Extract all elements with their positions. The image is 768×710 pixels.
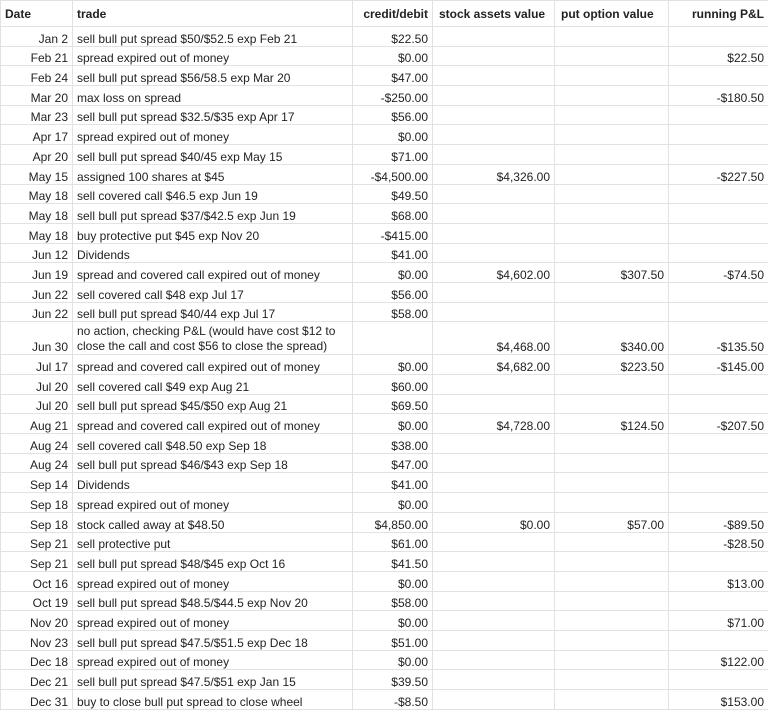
stock-assets-value-cell[interactable] <box>433 493 555 513</box>
credit-debit-cell[interactable]: $51.00 <box>353 630 433 650</box>
running-pnl-cell[interactable]: -$89.50 <box>669 512 768 532</box>
running-pnl-cell[interactable] <box>669 105 768 125</box>
trade-cell[interactable]: sell bull put spread $46/$43 exp Sep 18 <box>73 453 353 473</box>
running-pnl-cell[interactable]: -$74.50 <box>669 263 768 283</box>
put-option-value-cell[interactable]: $340.00 <box>555 322 669 355</box>
date-cell[interactable]: Jun 12 <box>1 243 73 263</box>
date-cell[interactable]: Feb 21 <box>1 46 73 66</box>
trade-cell[interactable]: sell bull put spread $47.5/$51.5 exp Dec 18 <box>73 630 353 650</box>
table-row <box>1 630 768 650</box>
running-pnl-cell[interactable] <box>669 145 768 165</box>
table-row <box>1 223 768 243</box>
trade-cell[interactable]: sell bull put spread $37/$42.5 exp Jun 19 <box>73 204 353 224</box>
put-option-value-cell[interactable] <box>555 375 669 395</box>
date-cell[interactable]: Jun 19 <box>1 263 73 283</box>
date-cell[interactable]: Nov 23 <box>1 630 73 650</box>
stock-assets-value-cell[interactable] <box>433 27 555 47</box>
table-row <box>1 27 768 47</box>
table-row <box>1 591 768 611</box>
stock-assets-value-cell[interactable]: $4,326.00 <box>433 164 555 184</box>
table-row <box>1 453 768 473</box>
credit-debit-cell[interactable]: $41.00 <box>353 473 433 493</box>
put-option-value-cell[interactable] <box>555 184 669 204</box>
running-pnl-cell[interactable] <box>669 282 768 302</box>
running-pnl-cell[interactable]: -$180.50 <box>669 86 768 106</box>
stock-assets-value-cell[interactable] <box>433 223 555 243</box>
stock-assets-value-cell[interactable] <box>433 243 555 263</box>
running-pnl-cell[interactable] <box>669 493 768 513</box>
running-pnl-cell[interactable]: $13.00 <box>669 571 768 591</box>
date-cell[interactable]: Sep 21 <box>1 552 73 572</box>
put-option-value-cell[interactable] <box>555 66 669 86</box>
credit-debit-cell[interactable]: $58.00 <box>353 302 433 322</box>
credit-debit-cell[interactable]: $60.00 <box>353 375 433 395</box>
table-row <box>1 66 768 86</box>
put-option-value-cell[interactable]: $57.00 <box>555 512 669 532</box>
trade-cell[interactable]: Dividends <box>73 243 353 263</box>
date-cell[interactable]: Dec 31 <box>1 690 73 710</box>
trade-cell[interactable]: sell covered call $48 exp Jul 17 <box>73 282 353 302</box>
credit-debit-cell[interactable]: $71.00 <box>353 145 433 165</box>
credit-debit-cell[interactable]: -$4,500.00 <box>353 164 433 184</box>
credit-debit-cell[interactable]: $61.00 <box>353 532 433 552</box>
put-option-value-cell[interactable] <box>555 46 669 66</box>
stock-assets-value-cell[interactable] <box>433 591 555 611</box>
put-option-value-cell[interactable] <box>555 591 669 611</box>
running-pnl-cell[interactable]: -$28.50 <box>669 532 768 552</box>
stock-assets-value-cell[interactable] <box>433 611 555 631</box>
stock-assets-value-cell[interactable] <box>433 650 555 670</box>
running-pnl-cell[interactable] <box>669 394 768 414</box>
put-option-value-cell[interactable] <box>555 145 669 165</box>
date-cell[interactable]: Jun 22 <box>1 302 73 322</box>
trade-cell[interactable]: sell bull put spread $32.5/$35 exp Apr 17 <box>73 105 353 125</box>
header-date[interactable]: Date <box>1 1 73 27</box>
put-option-value-cell[interactable] <box>555 204 669 224</box>
credit-debit-cell[interactable]: -$8.50 <box>353 690 433 710</box>
stock-assets-value-cell[interactable] <box>433 690 555 710</box>
running-pnl-cell[interactable] <box>669 473 768 493</box>
running-pnl-cell[interactable]: -$135.50 <box>669 322 768 355</box>
trade-cell[interactable]: sell bull put spread $48/$45 exp Oct 16 <box>73 552 353 572</box>
trade-cell[interactable]: no action, checking P&L (would have cost $12 to close the call and cost $56 to close the spread) <box>73 322 353 355</box>
stock-assets-value-cell[interactable] <box>433 145 555 165</box>
put-option-value-cell[interactable] <box>555 552 669 572</box>
trade-cell[interactable]: buy protective put $45 exp Nov 20 <box>73 223 353 243</box>
credit-debit-cell[interactable]: -$250.00 <box>353 86 433 106</box>
stock-assets-value-cell[interactable] <box>433 670 555 690</box>
credit-debit-cell[interactable]: -$415.00 <box>353 223 433 243</box>
credit-debit-cell[interactable]: $22.50 <box>353 27 433 47</box>
stock-assets-value-cell[interactable] <box>433 204 555 224</box>
date-cell[interactable]: Mar 23 <box>1 105 73 125</box>
table-row <box>1 355 768 375</box>
stock-assets-value-cell[interactable] <box>433 434 555 454</box>
date-cell[interactable]: Aug 21 <box>1 414 73 434</box>
running-pnl-cell[interactable] <box>669 302 768 322</box>
put-option-value-cell[interactable]: $307.50 <box>555 263 669 283</box>
running-pnl-cell[interactable] <box>669 204 768 224</box>
put-option-value-cell[interactable] <box>555 125 669 145</box>
date-cell[interactable]: Jul 20 <box>1 375 73 395</box>
put-option-value-cell[interactable] <box>555 394 669 414</box>
trade-cell[interactable]: spread and covered call expired out of money <box>73 263 353 283</box>
running-pnl-cell[interactable]: $122.00 <box>669 650 768 670</box>
table-row <box>1 493 768 513</box>
put-option-value-cell[interactable] <box>555 453 669 473</box>
credit-debit-cell[interactable]: $0.00 <box>353 571 433 591</box>
credit-debit-cell[interactable]: $0.00 <box>353 493 433 513</box>
date-cell[interactable]: Jan 2 <box>1 27 73 47</box>
table-row <box>1 86 768 106</box>
table-row <box>1 375 768 395</box>
table-row <box>1 125 768 145</box>
credit-debit-cell[interactable]: $0.00 <box>353 263 433 283</box>
trade-cell[interactable]: buy to close bull put spread to close wheel <box>73 690 353 710</box>
credit-debit-cell[interactable]: $56.00 <box>353 282 433 302</box>
credit-debit-cell[interactable] <box>353 322 433 355</box>
table-row <box>1 302 768 322</box>
put-option-value-cell[interactable] <box>555 434 669 454</box>
date-cell[interactable]: Jul 20 <box>1 394 73 414</box>
running-pnl-cell[interactable] <box>669 670 768 690</box>
stock-assets-value-cell[interactable]: $0.00 <box>433 512 555 532</box>
put-option-value-cell[interactable] <box>555 282 669 302</box>
date-cell[interactable]: May 18 <box>1 184 73 204</box>
trade-cell[interactable]: max loss on spread <box>73 86 353 106</box>
table-row <box>1 394 768 414</box>
trade-cell[interactable]: spread and covered call expired out of money <box>73 355 353 375</box>
date-cell[interactable]: Dec 18 <box>1 650 73 670</box>
stock-assets-value-cell[interactable]: $4,682.00 <box>433 355 555 375</box>
credit-debit-cell[interactable]: $41.00 <box>353 243 433 263</box>
put-option-value-cell[interactable] <box>555 690 669 710</box>
put-option-value-cell[interactable] <box>555 571 669 591</box>
header-row <box>1 1 768 27</box>
put-option-value-cell[interactable] <box>555 302 669 322</box>
trade-cell[interactable]: sell bull put spread $48.5/$44.5 exp Nov 20 <box>73 591 353 611</box>
running-pnl-cell[interactable] <box>669 552 768 572</box>
stock-assets-value-cell[interactable] <box>433 66 555 86</box>
credit-debit-cell[interactable]: $56.00 <box>353 105 433 125</box>
date-cell[interactable]: Oct 19 <box>1 591 73 611</box>
date-cell[interactable]: Sep 18 <box>1 493 73 513</box>
running-pnl-cell[interactable] <box>669 375 768 395</box>
credit-debit-cell[interactable]: $4,850.00 <box>353 512 433 532</box>
date-cell[interactable]: Oct 16 <box>1 571 73 591</box>
date-cell[interactable]: Apr 17 <box>1 125 73 145</box>
trade-cell[interactable]: spread expired out of money <box>73 611 353 631</box>
table-row <box>1 184 768 204</box>
trade-cell[interactable]: sell protective put <box>73 532 353 552</box>
table-row <box>1 512 768 532</box>
credit-debit-cell[interactable]: $0.00 <box>353 46 433 66</box>
stock-assets-value-cell[interactable] <box>433 105 555 125</box>
header-running-pnl[interactable]: running P&L <box>669 1 768 27</box>
date-cell[interactable]: Jun 30 <box>1 322 73 355</box>
put-option-value-cell[interactable] <box>555 86 669 106</box>
date-cell[interactable]: May 18 <box>1 204 73 224</box>
trade-cell[interactable]: sell covered call $49 exp Aug 21 <box>73 375 353 395</box>
table-row <box>1 414 768 434</box>
trade-cell[interactable]: sell bull put spread $47.5/$51 exp Jan 15 <box>73 670 353 690</box>
date-cell[interactable]: Jun 22 <box>1 282 73 302</box>
stock-assets-value-cell[interactable] <box>433 532 555 552</box>
put-option-value-cell[interactable] <box>555 630 669 650</box>
put-option-value-cell[interactable] <box>555 473 669 493</box>
table-row <box>1 243 768 263</box>
credit-debit-cell[interactable]: $68.00 <box>353 204 433 224</box>
date-cell[interactable]: Aug 24 <box>1 453 73 473</box>
header-stock-assets-value[interactable]: stock assets value <box>433 1 555 27</box>
put-option-value-cell[interactable] <box>555 650 669 670</box>
date-cell[interactable]: Jul 17 <box>1 355 73 375</box>
credit-debit-cell[interactable]: $0.00 <box>353 611 433 631</box>
credit-debit-cell[interactable]: $69.50 <box>353 394 433 414</box>
stock-assets-value-cell[interactable]: $4,728.00 <box>433 414 555 434</box>
trade-cell[interactable]: spread expired out of money <box>73 493 353 513</box>
put-option-value-cell[interactable] <box>555 493 669 513</box>
put-option-value-cell[interactable] <box>555 223 669 243</box>
put-option-value-cell[interactable]: $124.50 <box>555 414 669 434</box>
stock-assets-value-cell[interactable] <box>433 394 555 414</box>
running-pnl-cell[interactable] <box>669 591 768 611</box>
table-row <box>1 650 768 670</box>
date-cell[interactable]: May 18 <box>1 223 73 243</box>
trade-cell[interactable]: sell bull put spread $40/44 exp Jul 17 <box>73 302 353 322</box>
table-row <box>1 611 768 631</box>
table-row <box>1 322 768 355</box>
table-row <box>1 204 768 224</box>
stock-assets-value-cell[interactable] <box>433 125 555 145</box>
running-pnl-cell[interactable] <box>669 223 768 243</box>
stock-assets-value-cell[interactable] <box>433 184 555 204</box>
stock-assets-value-cell[interactable]: $4,468.00 <box>433 322 555 355</box>
trade-cell[interactable]: sell bull put spread $40/45 exp May 15 <box>73 145 353 165</box>
trade-cell[interactable]: spread expired out of money <box>73 125 353 145</box>
running-pnl-cell[interactable]: $22.50 <box>669 46 768 66</box>
credit-debit-cell[interactable]: $0.00 <box>353 125 433 145</box>
running-pnl-cell[interactable]: -$145.00 <box>669 355 768 375</box>
running-pnl-cell[interactable] <box>669 434 768 454</box>
stock-assets-value-cell[interactable] <box>433 473 555 493</box>
trade-cell[interactable]: sell bull put spread $56/58.5 exp Mar 20 <box>73 66 353 86</box>
trade-cell[interactable]: spread expired out of money <box>73 571 353 591</box>
date-cell[interactable]: Aug 24 <box>1 434 73 454</box>
header-credit-debit[interactable]: credit/debit <box>353 1 433 27</box>
running-pnl-cell[interactable] <box>669 125 768 145</box>
running-pnl-cell[interactable]: $153.00 <box>669 690 768 710</box>
stock-assets-value-cell[interactable] <box>433 46 555 66</box>
date-cell[interactable]: Feb 24 <box>1 66 73 86</box>
table-row <box>1 473 768 493</box>
put-option-value-cell[interactable] <box>555 27 669 47</box>
table-row <box>1 145 768 165</box>
trade-cell[interactable]: sell bull put spread $45/$50 exp Aug 21 <box>73 394 353 414</box>
stock-assets-value-cell[interactable] <box>433 86 555 106</box>
credit-debit-cell[interactable]: $47.00 <box>353 66 433 86</box>
trade-cell[interactable]: spread expired out of money <box>73 46 353 66</box>
date-cell[interactable]: Sep 21 <box>1 532 73 552</box>
date-cell[interactable]: Mar 20 <box>1 86 73 106</box>
table-row <box>1 164 768 184</box>
date-cell[interactable]: Nov 20 <box>1 611 73 631</box>
running-pnl-cell[interactable] <box>669 453 768 473</box>
credit-debit-cell[interactable]: $49.50 <box>353 184 433 204</box>
table-row <box>1 46 768 66</box>
stock-assets-value-cell[interactable] <box>433 302 555 322</box>
date-cell[interactable]: Dec 21 <box>1 670 73 690</box>
put-option-value-cell[interactable] <box>555 611 669 631</box>
credit-debit-cell[interactable]: $0.00 <box>353 414 433 434</box>
put-option-value-cell[interactable] <box>555 105 669 125</box>
put-option-value-cell[interactable]: $223.50 <box>555 355 669 375</box>
running-pnl-cell[interactable]: -$207.50 <box>669 414 768 434</box>
date-cell[interactable]: Sep 18 <box>1 512 73 532</box>
trade-cell[interactable]: spread and covered call expired out of money <box>73 414 353 434</box>
trade-cell[interactable]: Dividends <box>73 473 353 493</box>
table-row <box>1 571 768 591</box>
credit-debit-cell[interactable]: $58.00 <box>353 591 433 611</box>
stock-assets-value-cell[interactable] <box>433 282 555 302</box>
date-cell[interactable]: May 15 <box>1 164 73 184</box>
running-pnl-cell[interactable]: -$227.50 <box>669 164 768 184</box>
table-row <box>1 263 768 283</box>
date-cell[interactable]: Sep 14 <box>1 473 73 493</box>
date-cell[interactable]: Apr 20 <box>1 145 73 165</box>
credit-debit-cell[interactable]: $47.00 <box>353 453 433 473</box>
running-pnl-cell[interactable] <box>669 66 768 86</box>
trade-cell[interactable]: sell covered call $46.5 exp Jun 19 <box>73 184 353 204</box>
stock-assets-value-cell[interactable] <box>433 630 555 650</box>
trade-cell[interactable]: sell covered call $48.50 exp Sep 18 <box>73 434 353 454</box>
table-row <box>1 670 768 690</box>
running-pnl-cell[interactable] <box>669 243 768 263</box>
table-row <box>1 434 768 454</box>
running-pnl-cell[interactable] <box>669 184 768 204</box>
trade-cell[interactable]: assigned 100 shares at $45 <box>73 164 353 184</box>
running-pnl-cell[interactable]: $71.00 <box>669 611 768 631</box>
credit-debit-cell[interactable]: $39.50 <box>353 670 433 690</box>
running-pnl-cell[interactable] <box>669 27 768 47</box>
credit-debit-cell[interactable]: $0.00 <box>353 650 433 670</box>
table-row <box>1 105 768 125</box>
header-trade[interactable]: trade <box>73 1 353 27</box>
table-body <box>1 27 768 710</box>
trade-cell[interactable]: sell bull put spread $50/$52.5 exp Feb 21 <box>73 27 353 47</box>
credit-debit-cell[interactable]: $41.50 <box>353 552 433 572</box>
trade-cell[interactable]: spread expired out of money <box>73 650 353 670</box>
stock-assets-value-cell[interactable]: $4,602.00 <box>433 263 555 283</box>
trade-cell[interactable]: stock called away at $48.50 <box>73 512 353 532</box>
table-row <box>1 282 768 302</box>
header-put-option-value[interactable]: put option value <box>555 1 669 27</box>
stock-assets-value-cell[interactable] <box>433 552 555 572</box>
put-option-value-cell[interactable] <box>555 670 669 690</box>
credit-debit-cell[interactable]: $0.00 <box>353 355 433 375</box>
stock-assets-value-cell[interactable] <box>433 571 555 591</box>
put-option-value-cell[interactable] <box>555 164 669 184</box>
stock-assets-value-cell[interactable] <box>433 375 555 395</box>
table-row <box>1 690 768 710</box>
stock-assets-value-cell[interactable] <box>433 453 555 473</box>
table-row <box>1 552 768 572</box>
credit-debit-cell[interactable]: $38.00 <box>353 434 433 454</box>
put-option-value-cell[interactable] <box>555 243 669 263</box>
running-pnl-cell[interactable] <box>669 630 768 650</box>
put-option-value-cell[interactable] <box>555 532 669 552</box>
table-row <box>1 532 768 552</box>
